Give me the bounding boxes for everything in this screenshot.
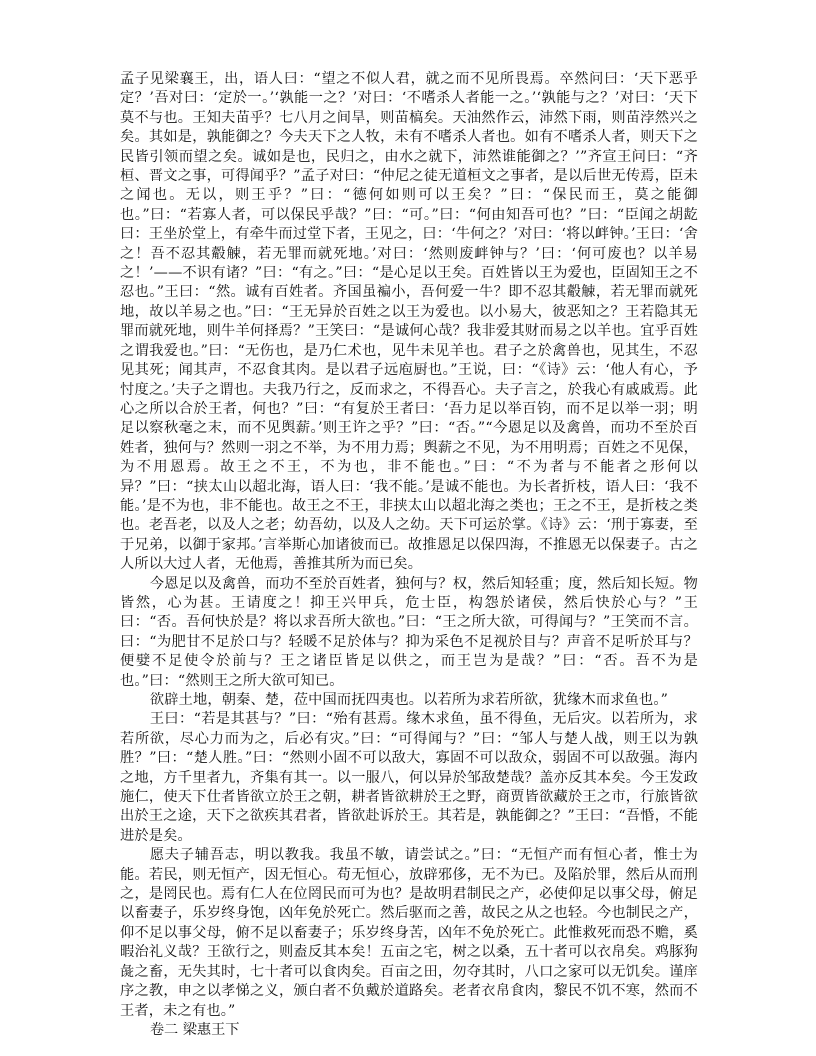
paragraph-1: 孟子见梁襄王，出，语人曰：“望之不似人君，就之而不见所畏焉。卒然问曰：‘天下恶乎定？’吾对曰：‘定於一。’‘孰能一之？’对曰：‘不嗜杀人者能一之。’‘孰能与之？’对曰：‘天下莫不与也。王知夫苗乎？七八月之间旱，则苗槁矣。天油然作云，沛然下雨，则苗浡然兴之矣。其如是，孰能御之？今夫天下之人牧，未有不嗜杀人者也。如有不嗜杀人者，则天下之民皆引领而望之矣。诚如是也，民归之，由水之就下，沛然谁能御之？’”齐宣王问曰：“齐桓、晋文之事，可得闻乎？”孟子对曰：“仲尼之徒无道桓文之事者，是以后世无传焉，臣未之闻也。无以，则王乎？”曰：“德何如则可以王矣？”曰：“保民而王，莫之能御也。”曰：“若寡人者，可以保民乎哉？”曰：“可。”曰：“何由知吾可也？”曰：“臣闻之胡龁曰：王坐於堂上，有牵牛而过堂下者，王见之，曰：‘牛何之？’对曰：‘将以衅钟。’王曰：‘舍之！吾不忍其觳觫，若无罪而就死地。’对曰：‘然则废衅钟与？’曰：‘何可废也？以羊易之！’——不识有诸？”曰：“有之。”曰：“是心足以王矣。百姓皆以王为爱也，臣固知王之不忍也。”王曰：“然。诚有百姓者。齐国虽褊小，吾何爱一牛？即不忍其觳觫，若无罪而就死地，故以羊易之也。”曰：“王无异於百姓之以王为爱也。以小易大，彼恶知之？王若隐其无罪而就死地，则牛羊何择焉？”王笑曰：“是诚何心哉？我非爱其财而易之以羊也。宜乎百姓之谓我爱也。”曰：“无伤也，是乃仁术也，见牛未见羊也。君子之於禽兽也，见其生，不忍见其死；闻其声，不忍食其肉。是以君子远庖厨也。”王说，曰：“《诗》云：‘他人有心，予忖度之。’夫子之谓也。夫我乃行之，反而求之，不得吾心。夫子言之，於我心有戚戚焉。此心之所以合於王者，何也？”曰：“有复於王者曰：‘吾力足以举百钧，而不足以举一羽；明足以察秋毫之末，而不见舆薪。’则王许之乎？”曰：“否。”“今恩足以及禽兽，而功不至於百姓者，独何与？然则一羽之不举，为不用力焉；舆薪之不见，为不用明焉；百姓之不见保，为不用恩焉。故王之不王，不为也，非不能也。”曰：“不为者与不能者之形何以异？”曰：“挟太山以超北海，语人曰：‘我不能。’是诚不能也。为长者折枝，语人曰：‘我不能。’是不为也，非不能也。故王之不王，非挟太山以超北海之类也；王之不王，是折枝之类也。老吾老，以及人之老；幼吾幼，以及人之幼。天下可运於掌。《诗》云：‘刑于寡妻，至于兄弟，以御于家邦。’言举斯心加诸彼而已。故推恩足以保四海，不推恩无以保妻子。古之人所以大过人者，无他焉，善推其所为而已矣。	[120, 71, 698, 573]
chapter-heading: 卷二 梁惠王下	[149, 1021, 240, 1038]
paragraph-5: 愿夫子辅吾志，明以教我。我虽不敏，请尝试之。”曰：“无恒产而有恒心者，惟士为能。若民，则无恒产，因无恒心。苟无恒心，放辟邪侈，无不为已。及陷於罪，然后从而刑之，是罔民也。焉有仁人在位罔民而可为也？是故明君制民之产，必使仰足以事父母，俯足以畜妻子，乐岁终身饱，凶年免於死亡。然后驱而之善，故民之从之也轻。今也制民之产，仰不足以事父母，俯不足以畜妻子；乐岁终身苦，凶年不免於死亡。此惟救死而恐不赡，奚暇治礼义哉？王欲行之，则盍反其本矣！五亩之宅，树之以桑，五十者可以衣帛矣。鸡豚狗彘之畜，无失其时，七十者可以食肉矣。百亩之田，勿夺其时，八口之家可以无饥矣。谨庠序之教，申之以孝悌之义，颁白者不负戴於道路矣。老者衣帛食肉，黎民不饥不寒，然而不王者，未之有也。”	[120, 847, 698, 1019]
paragraph-4: 王曰：“若是其甚与？”曰：“殆有甚焉。缘木求鱼，虽不得鱼，无后灾。以若所为，求若所欲，尽心力而为之，后必有灾。”曰：“可得闻与？”曰：“邹人与楚人战，则王以为孰胜？”曰：“楚人胜。”曰：“然则小固不可以敌大，寡固不可以敌众，弱固不可以敌强。海内之地，方千里者九，齐集有其一。以一服八，何以异於邹敌楚哉？盖亦反其本矣。今王发政施仁，使天下仕者皆欲立於王之朝，耕者皆欲耕於王之野，商贾皆欲藏於王之市，行旅皆欲出於王之途，天下之欲疾其君者，皆欲赴诉於王。其若是，孰能御之？”王曰：“吾惛，不能进於是矣。	[120, 711, 698, 844]
document-page	[120, 70, 698, 1038]
paragraph-2: 今恩足以及禽兽，而功不至於百姓者，独何与？权，然后知轻重；度，然后知长短。物皆然，心为甚。王请度之！抑王兴甲兵，危士臣，构怨於诸侯，然后快於心与？”王曰：“否。吾何快於是？将以求吾所大欲也。”曰：“王之所大欲，可得闻与？”王笑而不言。曰：“为肥甘不足於口与？轻暖不足於体与？抑为采色不足视於目与？声音不足听於耳与？便嬖不足使令於前与？王之诸臣皆足以供之，而王岂为是哉？”曰：“否。吾不为是也。”曰：“然则王之所大欲可知已。	[120, 575, 698, 689]
paragraph-3: 欲辟土地，朝秦、楚，莅中国而抚四夷也。以若所为求若所欲，犹缘木而求鱼也。”	[149, 692, 669, 708]
